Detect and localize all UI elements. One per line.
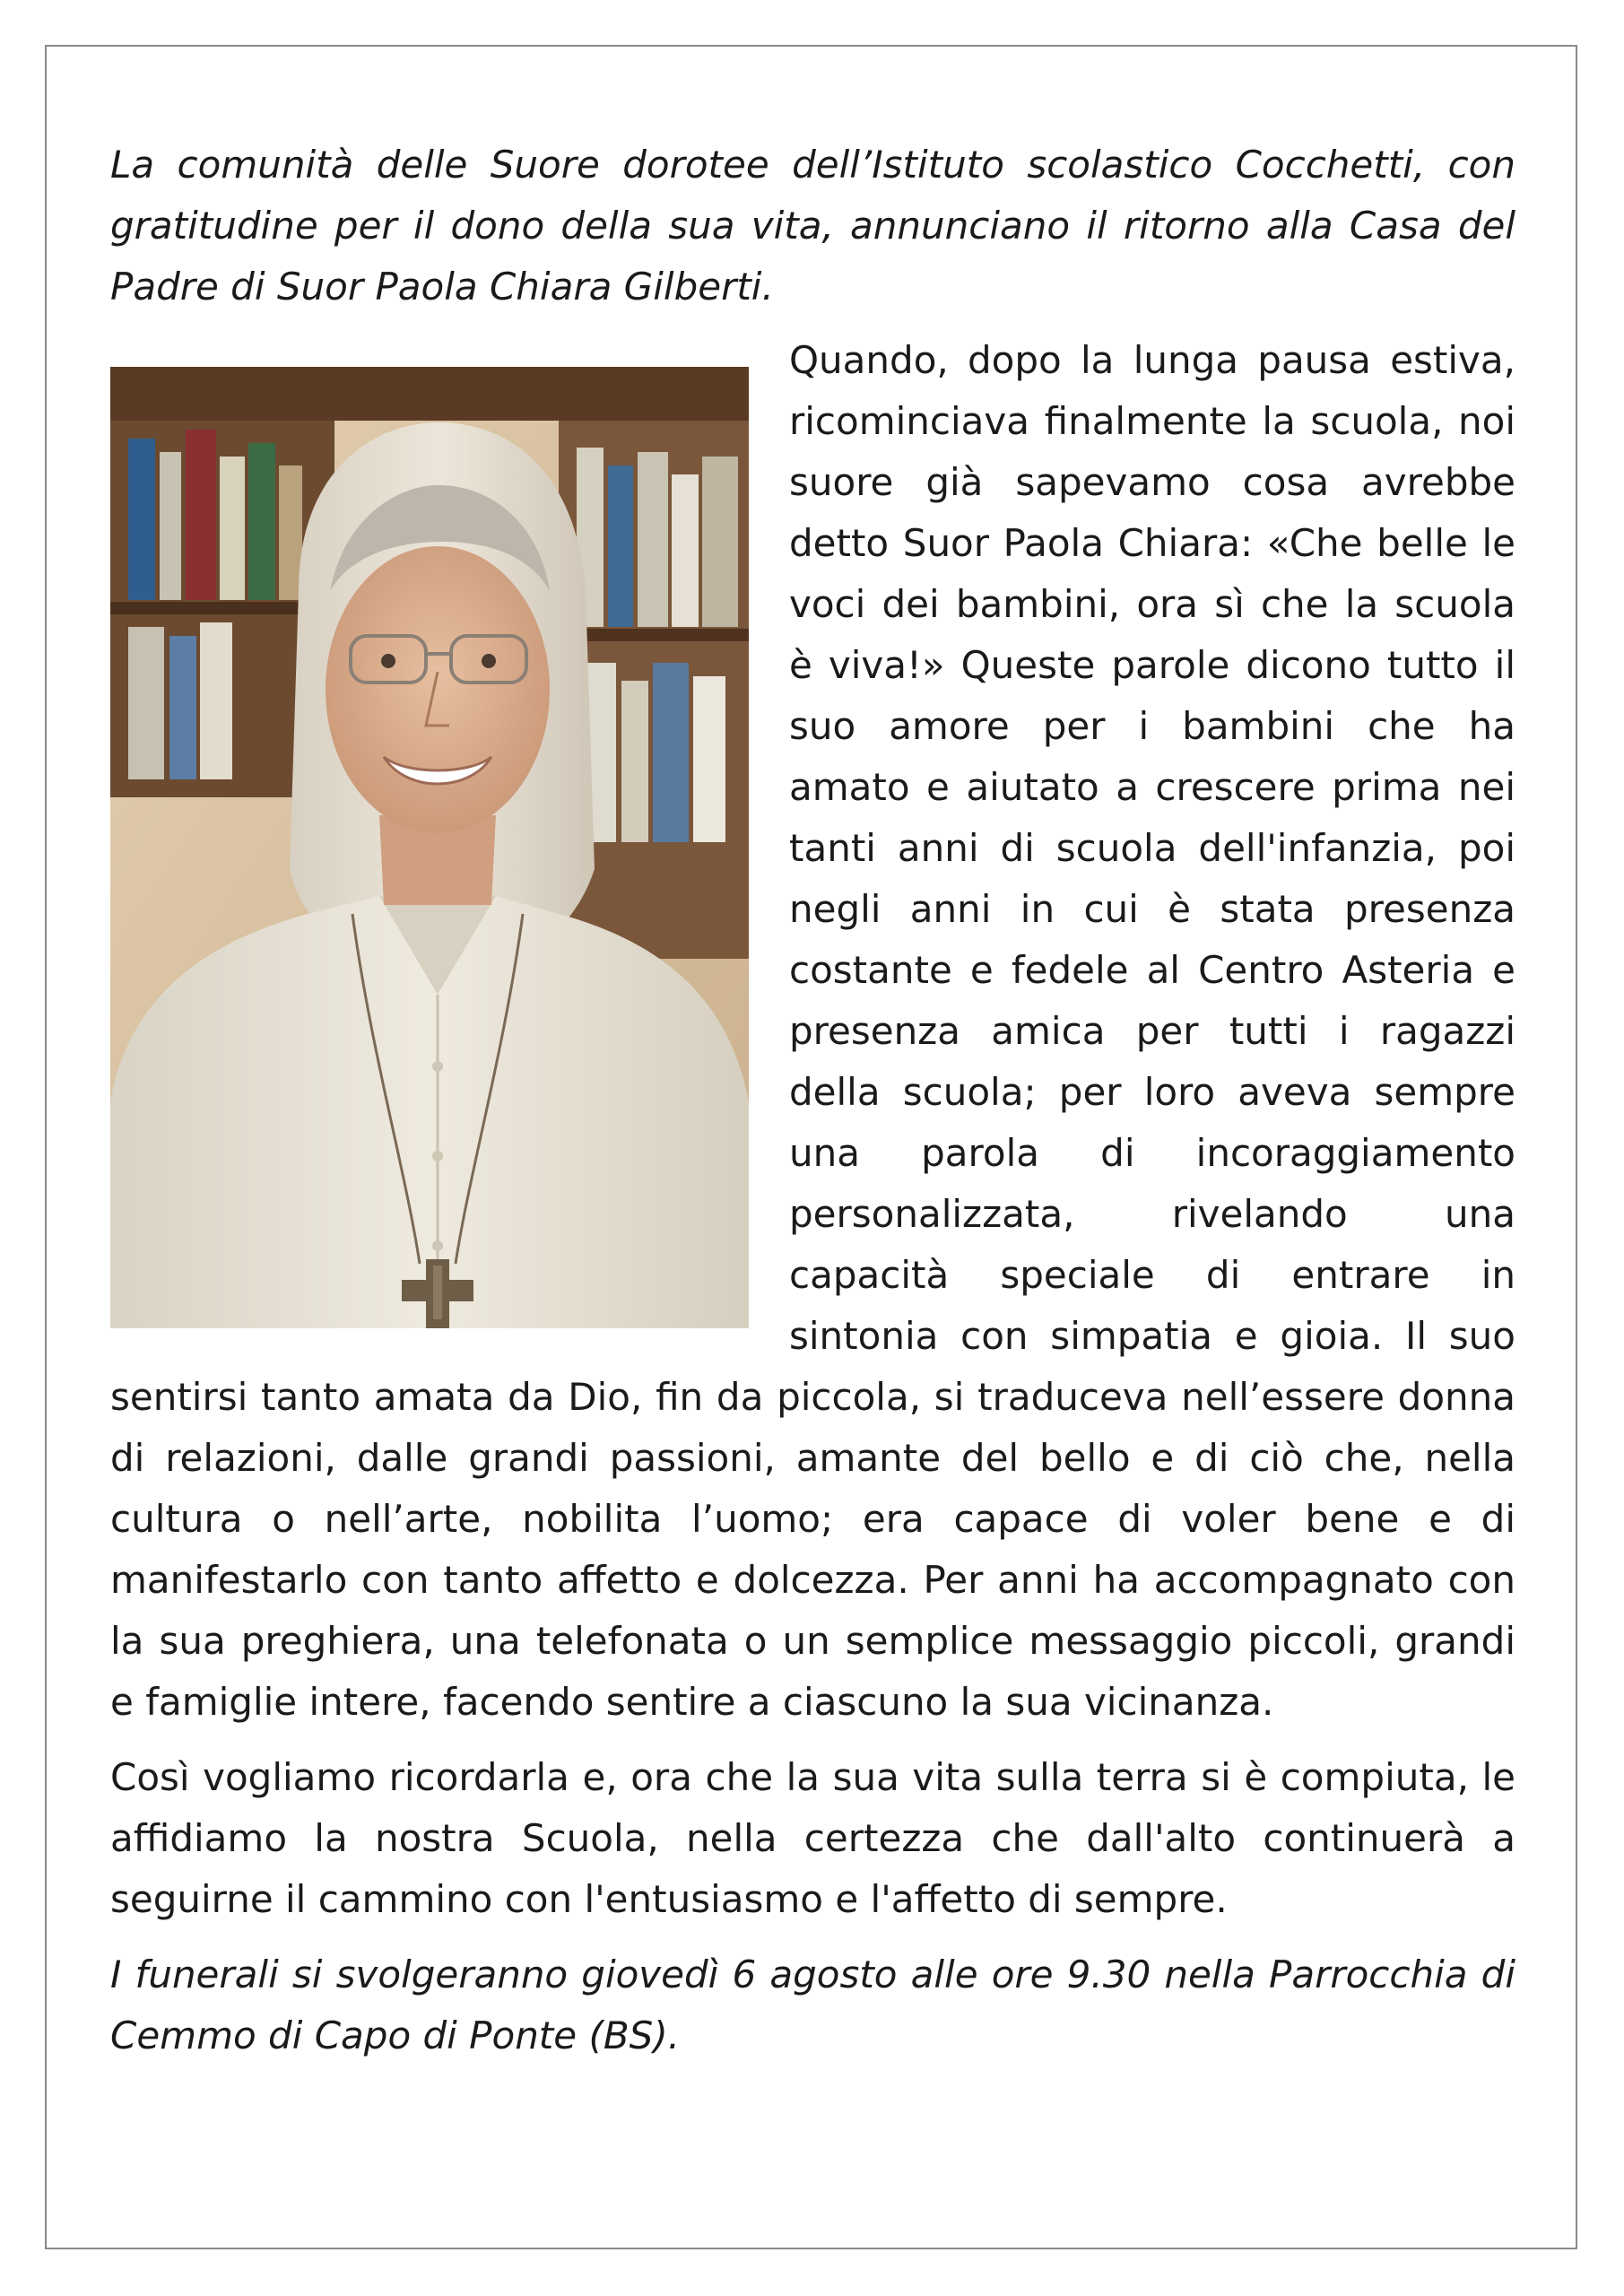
funeral-notice: I funerali si svolgeranno giovedì 6 agosto alle ore 9.30 nella Parrocchia di Cemmo di Capo di Ponte (BS). (110, 1952, 1515, 2057)
body-paragraph-2: Così vogliamo ricordarla e, ora che la sua vita sulla terra si è compiuta, le affidiamo la nostra Scuola, nella certezza che dall'alto continuerà a seguirne il cammino con l'entusiasmo e l'affetto di sempre. (110, 1755, 1515, 1921)
portrait-illustration (110, 367, 749, 1328)
intro-text: La comunità delle Suore dorotee dell’Istituto scolastico Cocchetti, con gratitudine per il dono della sua vita, annunciano il ritorno alla Casa del Padre di Suor Paola Chiara Gilberti. (110, 143, 1515, 309)
body-paragraph-1: Quando, dopo la lunga pausa estiva, ricominciava finalmente la scuola, noi suore già sapevamo cosa avrebbe detto Suor Paola Chiara: «Che belle le voci dei bambini, ora sì che la scuola è viva!» Queste parole dicono tutto il suo amore per i bambini che ha amato e aiutato a crescere prima nei tanti anni di scuola dell'infanzia, poi negli anni in cui è stata presenza costante e fedele al Centro Asteria e presenza amica per tutti i ragazzi della scuola; per loro aveva sempre una parola di incoraggiamento personalizzata, rivelando una capacità speciale di entrare in sintonia con simpatia e gioia. Il suo sentirsi tanto amata da Dio, fin da piccola, si traduceva nell’essere donna di relazioni, dalle grandi passioni, amante del bello e di ciò che, nella cultura o nell’arte, nobilita l’uomo; era capace di voler bene e di manifestarlo con tanto affetto e dolcezza. Per anni ha accompagnato con la sua preghiera, una telefonata o un semplice messaggio piccoli, grandi e famiglie intere, facendo sentire a ciascuno la sua vicinanza. (110, 338, 1515, 1724)
portrait-photo (110, 367, 749, 1328)
obituary-content (110, 135, 1515, 2066)
